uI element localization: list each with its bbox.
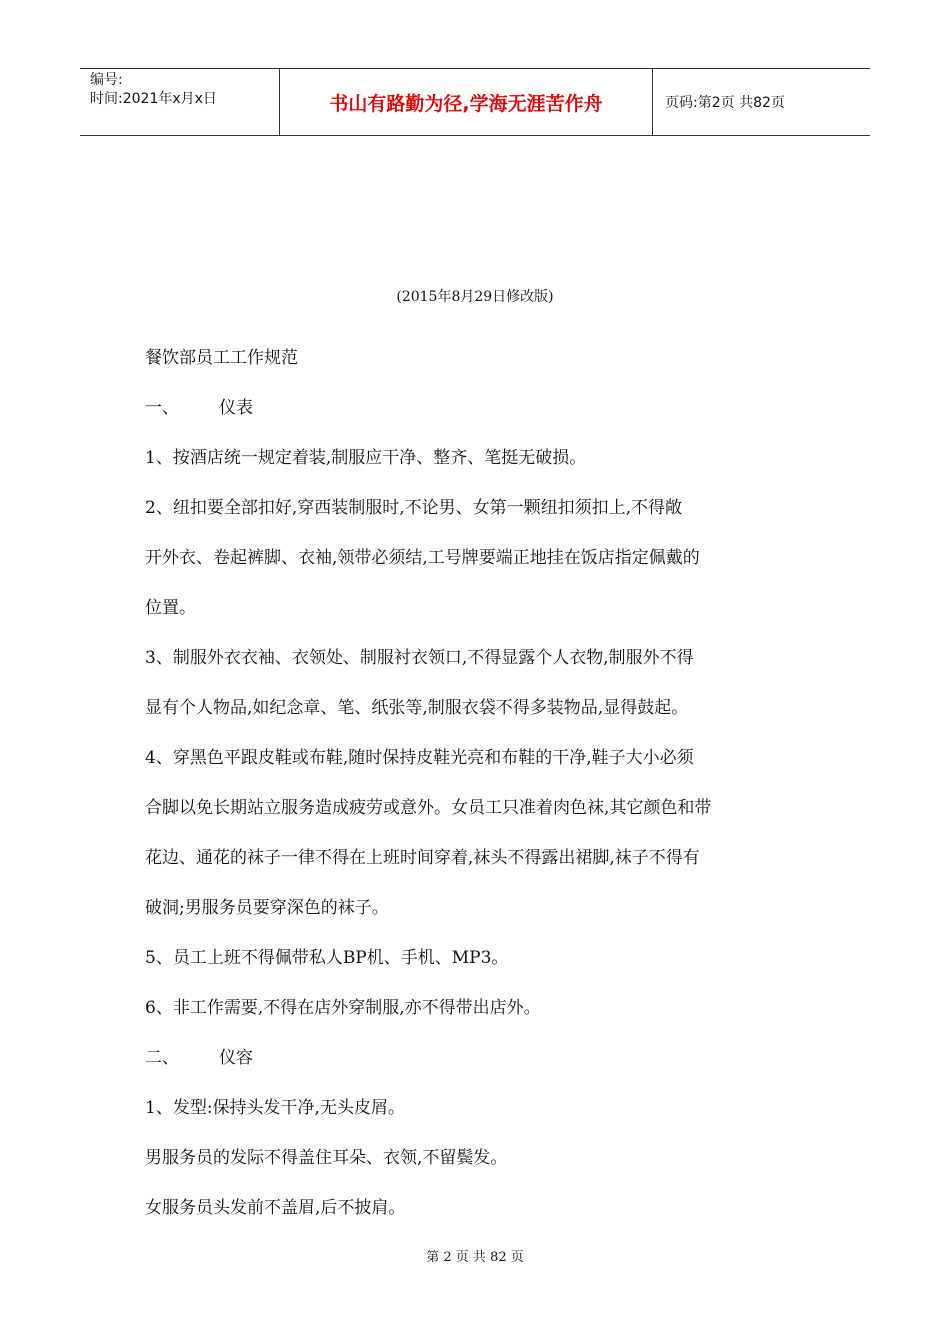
revision-note: (2015年8月29日修改版) bbox=[396, 289, 554, 305]
body-line: 5、员工上班不得佩带私人BP机、手机、MP3。 bbox=[145, 948, 509, 968]
body-line: 2、纽扣要全部扣好,穿西装制服时,不论男、女第一颗纽扣须扣上,不得敞 bbox=[145, 498, 683, 518]
section-name: 仪容 bbox=[219, 1048, 253, 1068]
body-line: 1、发型:保持头发干净,无头皮屑。 bbox=[145, 1098, 405, 1118]
section-number: 一、 bbox=[145, 398, 179, 418]
section-heading bbox=[145, 383, 815, 433]
header-meta bbox=[80, 69, 280, 135]
time-label: 时间:2021年x月x日 bbox=[90, 91, 217, 107]
body-line: 6、非工作需要,不得在店外穿制服,亦不得带出店外。 bbox=[145, 998, 541, 1018]
body-line: 位置。 bbox=[145, 598, 196, 618]
document-body bbox=[145, 333, 815, 1233]
body-line: 4、穿黑色平跟皮鞋或布鞋,随时保持皮鞋光亮和布鞋的干净,鞋子大小必须 bbox=[145, 748, 694, 768]
body-line: 男服务员的发际不得盖住耳朵、衣领,不留鬓发。 bbox=[145, 1148, 508, 1168]
page-footer: 第 2 页 共 82 页 bbox=[426, 1250, 524, 1265]
body-line: 合脚以免长期站立服务造成疲劳或意外。女员工只准着肉色袜,其它颜色和带 bbox=[145, 798, 712, 818]
section-number: 二、 bbox=[145, 1048, 179, 1068]
page-header bbox=[80, 68, 870, 136]
body-line: 3、制服外衣衣袖、衣领处、制服衬衣领口,不得显露个人衣物,制服外不得 bbox=[145, 648, 694, 668]
body-line: 破洞;男服务员要穿深色的袜子。 bbox=[145, 898, 389, 918]
doc-title: 餐饮部员工工作规范 bbox=[145, 348, 298, 368]
body-line: 1、按酒店统一规定着装,制服应干净、整齐、笔挺无破损。 bbox=[145, 448, 587, 468]
body-line: 女服务员头发前不盖眉,后不披肩。 bbox=[145, 1198, 406, 1218]
header-page-info: 页码:第2页 共82页 bbox=[665, 95, 785, 111]
body-line: 花边、通花的袜子一律不得在上班时间穿着,袜头不得露出裙脚,袜子不得有 bbox=[145, 848, 700, 868]
section-heading bbox=[145, 1033, 815, 1083]
header-motto: 书山有路勤为径,学海无涯苦作舟 bbox=[280, 69, 653, 135]
body-line: 显有个人物品,如纪念章、笔、纸张等,制服衣袋不得多装物品,显得鼓起。 bbox=[145, 698, 689, 718]
code-label: 编号: bbox=[90, 72, 123, 88]
section-name: 仪表 bbox=[219, 398, 253, 418]
body-line: 开外衣、卷起裤脚、衣袖,领带必须结,工号牌要端正地挂在饭店指定佩戴的 bbox=[145, 548, 700, 568]
